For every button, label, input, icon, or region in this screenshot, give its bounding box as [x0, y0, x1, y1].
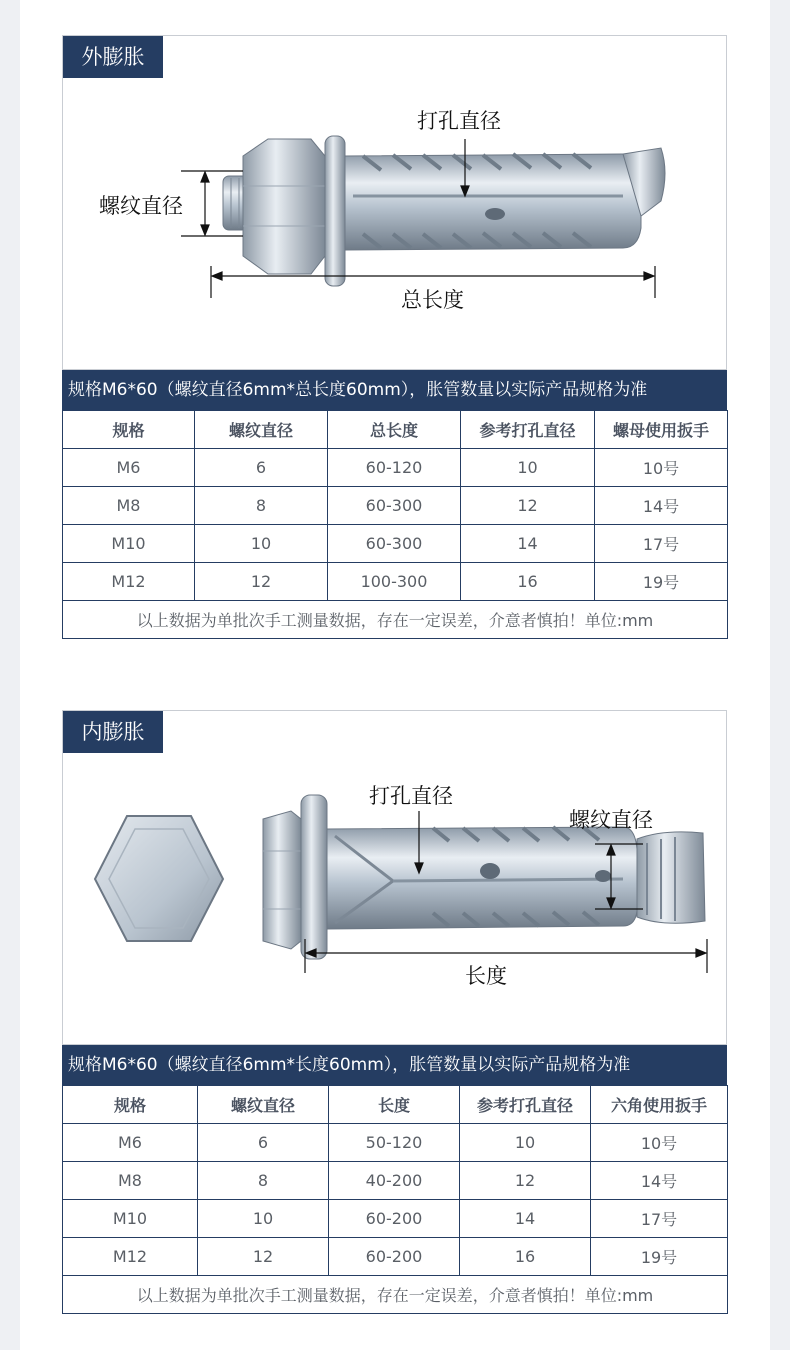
table-cell: 16 — [461, 563, 595, 601]
column-header: 参考打孔直径 — [461, 411, 595, 449]
table-row — [63, 1124, 728, 1162]
table-note-row — [63, 601, 728, 639]
table-cell: M8 — [63, 1162, 198, 1200]
table-cell: 19号 — [591, 1238, 728, 1276]
table-cell: 14号 — [591, 1162, 728, 1200]
table-row — [63, 1200, 728, 1238]
table-cell: 12 — [198, 1238, 329, 1276]
spec-title: 规格M6*60（螺纹直径6mm*总长度60mm），胀管数量以实际产品规格为准 — [62, 370, 727, 410]
table-cell: 6 — [198, 1124, 329, 1162]
table-cell: 12 — [195, 563, 328, 601]
table-cell: M10 — [63, 525, 195, 563]
internal-expansion-section — [62, 710, 727, 1314]
table-cell: 8 — [195, 487, 328, 525]
measurement-note: 以上数据为单批次手工测量数据，存在一定误差，介意者慎拍！单位:mm — [63, 1276, 728, 1314]
table-cell: 19号 — [595, 563, 728, 601]
column-header: 参考打孔直径 — [460, 1086, 591, 1124]
total-length-label: 总长度 — [401, 288, 464, 312]
table-cell: 16 — [460, 1238, 591, 1276]
table-header-row — [63, 1086, 728, 1124]
table-row — [63, 449, 728, 487]
section-tag: 外膨胀 — [63, 36, 163, 78]
hex-nut — [243, 139, 325, 274]
spec-table — [62, 410, 728, 639]
table-cell: 10 — [198, 1200, 329, 1238]
table-cell: 50-120 — [329, 1124, 460, 1162]
hole-diameter-label: 打孔直径 — [369, 784, 453, 808]
table-row — [63, 1238, 728, 1276]
column-header: 长度 — [329, 1086, 460, 1124]
table-row — [63, 1162, 728, 1200]
table-cell: 17号 — [591, 1200, 728, 1238]
hex-head-end-view — [95, 816, 223, 941]
table-cell: 14号 — [595, 487, 728, 525]
expansion-sleeve — [345, 154, 641, 250]
bolt-head — [263, 811, 301, 949]
spec-table — [62, 1085, 728, 1314]
spec-title: 规格M6*60（螺纹直径6mm*长度60mm），胀管数量以实际产品规格为准 — [62, 1045, 727, 1085]
column-header: 螺母使用扳手 — [595, 411, 728, 449]
column-header: 总长度 — [328, 411, 461, 449]
table-cell: 60-200 — [329, 1238, 460, 1276]
table-cell: 10 — [461, 449, 595, 487]
table-cell: 12 — [461, 487, 595, 525]
table-cell: 6 — [195, 449, 328, 487]
internal-anchor-illustration-frame — [62, 710, 727, 1045]
table-cell: 14 — [460, 1200, 591, 1238]
measurement-note: 以上数据为单批次手工测量数据，存在一定误差，介意者慎拍！单位:mm — [63, 601, 728, 639]
table-cell: M10 — [63, 1200, 198, 1238]
table-cell: M12 — [63, 563, 195, 601]
thread-diameter-label: 螺纹直径 — [99, 194, 183, 218]
column-header: 规格 — [63, 1086, 198, 1124]
washer — [325, 136, 345, 286]
table-cell: 10 — [195, 525, 328, 563]
column-header: 螺纹直径 — [198, 1086, 329, 1124]
table-row — [63, 525, 728, 563]
table-cell: 14 — [461, 525, 595, 563]
table-cell: 60-300 — [328, 525, 461, 563]
table-cell: 10号 — [595, 449, 728, 487]
table-cell: 8 — [198, 1162, 329, 1200]
table-cell: 60-120 — [328, 449, 461, 487]
table-cell: M12 — [63, 1238, 198, 1276]
table-cell: 60-200 — [329, 1200, 460, 1238]
external-expansion-section — [62, 35, 727, 639]
table-cell: M6 — [63, 449, 195, 487]
external-anchor-diagram — [63, 36, 726, 369]
table-cell: 10 — [460, 1124, 591, 1162]
column-header: 规格 — [63, 411, 195, 449]
section-tag: 内膨胀 — [63, 711, 163, 753]
column-header: 六角使用扳手 — [591, 1086, 728, 1124]
hole-diameter-label: 打孔直径 — [417, 109, 501, 133]
table-cell: 17号 — [595, 525, 728, 563]
page — [20, 0, 770, 1350]
external-anchor-illustration-frame — [62, 35, 727, 370]
table-header-row — [63, 411, 728, 449]
table-cell: 40-200 — [329, 1162, 460, 1200]
table-row — [63, 563, 728, 601]
expansion-sleeve — [327, 827, 637, 929]
table-cell: 12 — [460, 1162, 591, 1200]
table-row — [63, 487, 728, 525]
length-label: 长度 — [465, 964, 507, 988]
table-cell: 100-300 — [328, 563, 461, 601]
table-cell: 10号 — [591, 1124, 728, 1162]
table-cell: M6 — [63, 1124, 198, 1162]
table-cell: M8 — [63, 487, 195, 525]
internal-anchor-diagram — [63, 711, 726, 1044]
washer — [301, 795, 327, 959]
table-note-row — [63, 1276, 728, 1314]
column-header: 螺纹直径 — [195, 411, 328, 449]
thread-diameter-label: 螺纹直径 — [569, 808, 653, 832]
table-cell: 60-300 — [328, 487, 461, 525]
